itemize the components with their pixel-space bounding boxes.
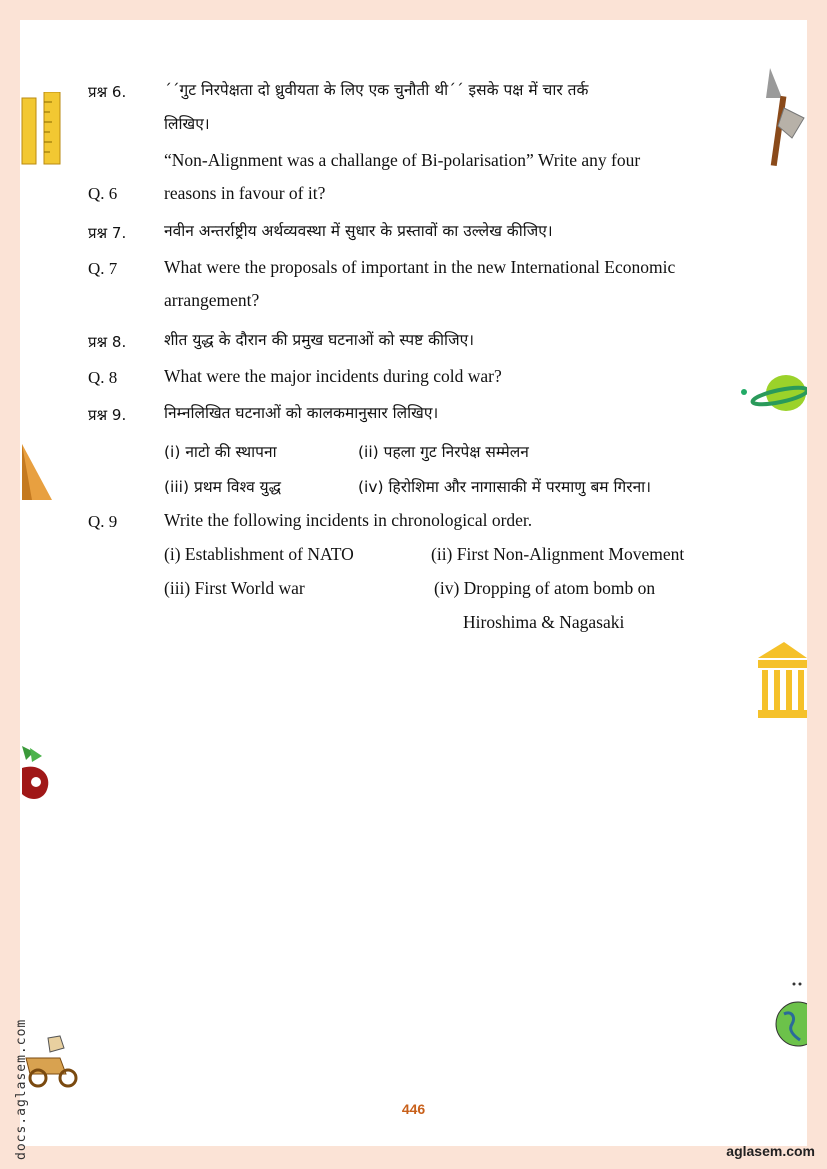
question-8-english-label: Q. 8 [88,368,118,387]
ruler-icon [20,92,66,168]
question-9-english-option-4-line-2: Hiroshima & Nagasaki [463,612,625,632]
question-9-hindi-option-2: (ii) पहला गुट निरपेक्ष सम्मेलन [358,443,529,461]
question-6-english-line-1: “Non-Alignment was a challange of Bi-polarisation” Write any four [164,150,641,170]
question-9-hindi-label: प्रश्न 9. [88,406,127,424]
chariot-icon [20,1034,80,1090]
brand-watermark: aglasem.com [726,1143,815,1159]
question-7-english-line-1: What were the proposals of important in the new International Economic [164,257,676,277]
question-9-english-option-4-line-1: (iv) Dropping of atom bomb on [434,578,656,598]
question-8-english-text: What were the major incidents during cold war? [164,366,502,386]
fruit-icon [20,742,54,806]
question-9-hindi-option-4: (iv) हिरोशिमा और नागासाकी में परमाणु बम गिरना। [358,478,652,496]
page-number: 446 [401,1101,426,1117]
question-9-english-option-2: (ii) First Non-Alignment Movement [431,544,685,564]
question-6-hindi-line-2: लिखिए। [164,115,210,133]
globe-icon [774,980,807,1052]
question-9-hindi-text: निम्नलिखित घटनाओं को कालकमानुसार लिखिए। [164,404,439,422]
planet-saturn-icon [740,370,807,416]
question-6-hindi-label: प्रश्न 6. [88,83,127,101]
question-8-hindi-label: प्रश्न 8. [88,333,127,351]
question-9-hindi-option-1: (i) नाटो की स्थापना [164,443,277,461]
question-8-hindi-text: शीत युद्ध के दौरान की प्रमुख घटनाओं को स्पष्ट कीजिए। [164,331,475,349]
question-7-hindi-text: नवीन अन्तर्राष्ट्रीय अर्थव्यवस्था में सुधार के प्रस्तावों का उल्लेख कीजिए। [164,222,553,240]
pyramid-icon [20,444,54,504]
question-9-english-option-3: (iii) First World war [164,578,305,598]
question-7-hindi-label: प्रश्न 7. [88,224,127,242]
question-6-hindi-line-1: ´´गुट निरपेक्षता दो ध्रुवीयता के लिए एक चुनौती थी´´ इसके पक्ष में चार तर्क [164,81,589,99]
question-7-english-line-2: arrangement? [164,290,260,310]
question-9-english-text: Write the following incidents in chronological order. [164,510,533,530]
stone-age-tools-icon [762,68,807,168]
question-9-hindi-option-3: (iii) प्रथम विश्व युद्ध [164,478,282,496]
side-url-watermark: docs.aglasem.com [14,1018,29,1160]
question-9-english-option-1: (i) Establishment of NATO [164,544,354,564]
question-6-english-label: Q. 6 [88,184,118,203]
question-7-english-label: Q. 7 [88,259,118,278]
greek-temple-icon [758,640,807,720]
question-9-english-label: Q. 9 [88,512,118,531]
question-6-english-line-2: reasons in favour of it? [164,183,326,203]
